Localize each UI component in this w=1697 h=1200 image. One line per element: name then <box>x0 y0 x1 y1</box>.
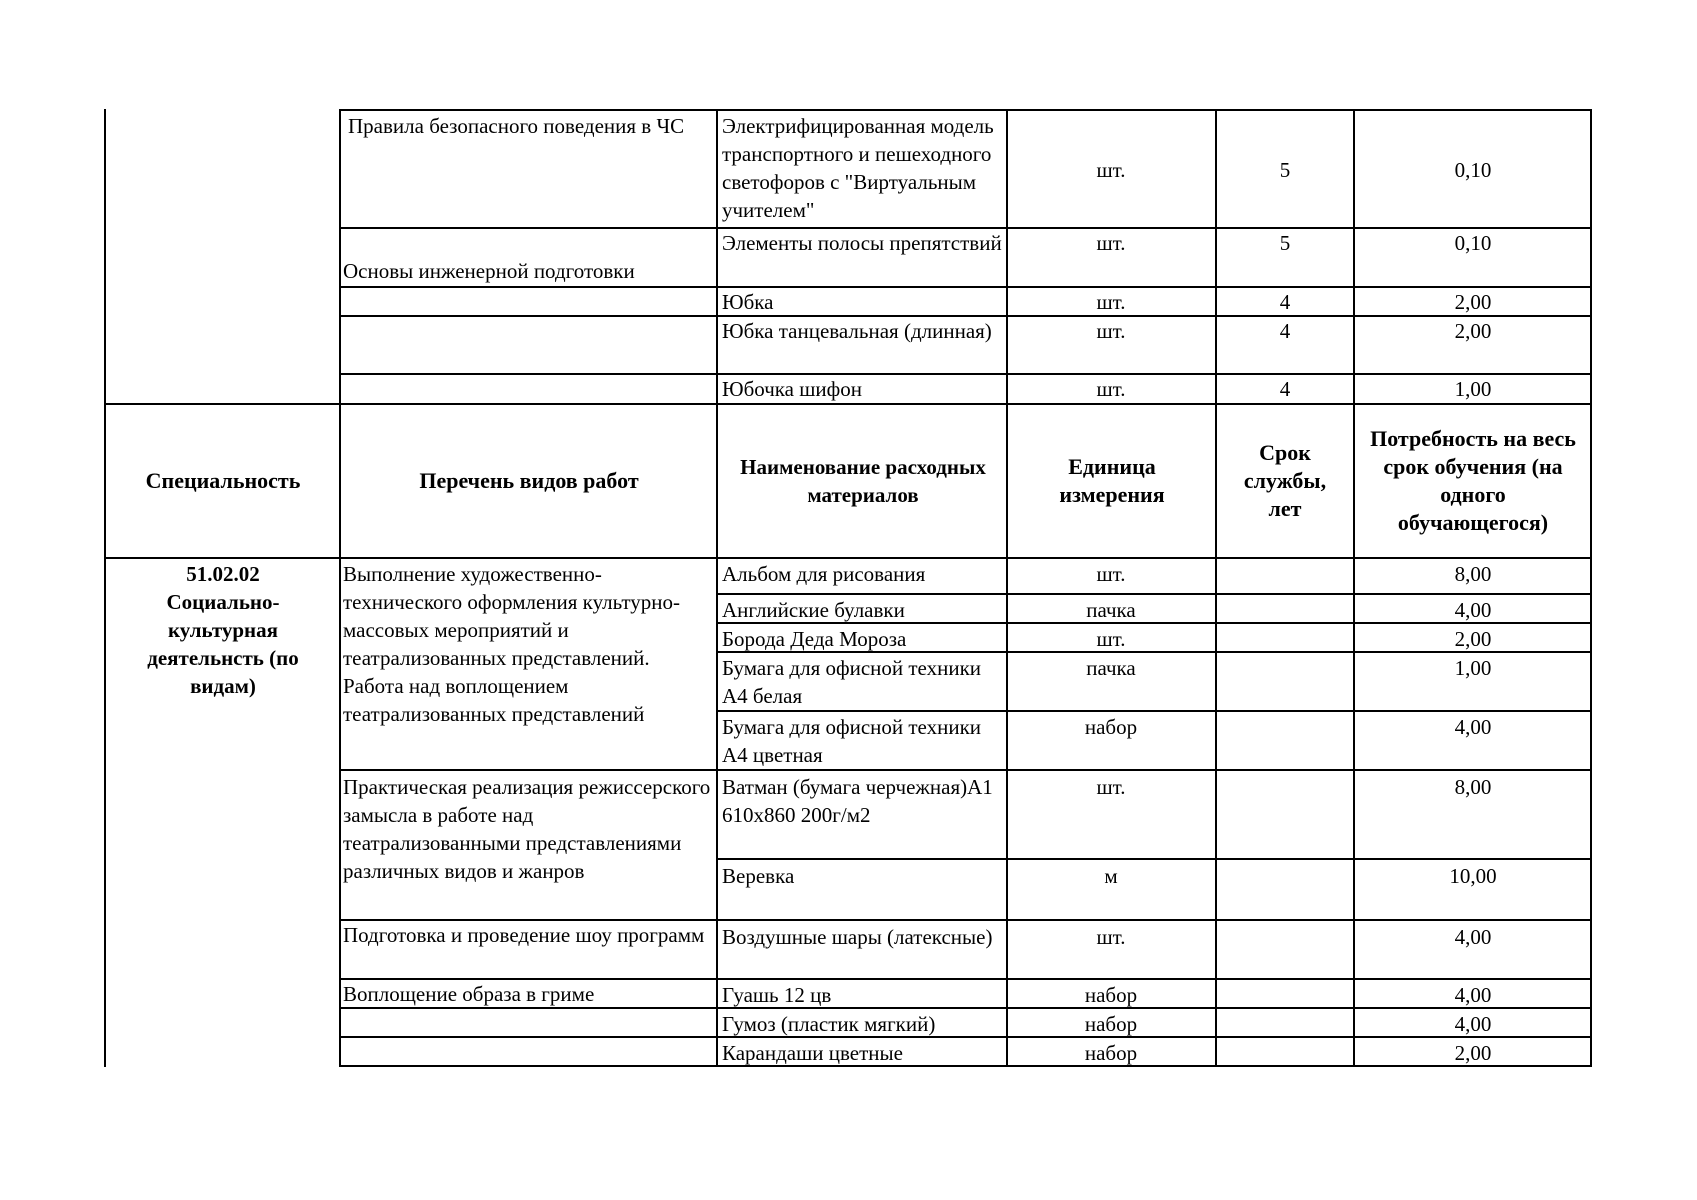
header-years: Срок службы, лет <box>1243 440 1327 521</box>
table-border <box>716 109 718 1067</box>
material-cell: Борода Деда Мороза <box>722 627 907 651</box>
work-group: Выполнение художественно-технического оформления культурно-массовых мероприятий и театрализованных представлений. Работа над воплощением театрализованных представлений <box>343 562 681 726</box>
specialty-name: Социально-культурная деятельнсть (по видам) <box>147 590 299 698</box>
material-cell: Бумага для офисной техники А4 цветная <box>722 715 982 767</box>
material-cell: Веревка <box>722 864 795 888</box>
material-cell: Юбка танцевальная (длинная) <box>722 319 992 343</box>
unit-cell: шт. <box>1096 627 1126 651</box>
header-need: Потребность на весь срок обучения (на одного обучающегося) <box>1370 426 1576 535</box>
need-cell: 0,10 <box>1454 231 1492 255</box>
table-border <box>340 769 1592 771</box>
table-border <box>104 557 1592 559</box>
table-border <box>716 593 1592 595</box>
unit-cell: шт. <box>1096 925 1126 949</box>
years-cell: 4 <box>1279 319 1291 343</box>
need-cell: 4,00 <box>1454 925 1492 949</box>
material-cell: Воздушные шары (латексные) <box>722 925 993 949</box>
specialty-code: 51.02.02 <box>186 562 260 586</box>
material-cell: Юбка <box>722 290 774 314</box>
work-cell: Правила безопасного поведения в ЧС <box>348 114 685 138</box>
table-border <box>340 919 1592 921</box>
header-works: Перечень видов работ <box>419 468 639 493</box>
table-border <box>1353 109 1355 1067</box>
need-cell: 4,00 <box>1454 715 1492 739</box>
need-cell: 2,00 <box>1454 1041 1492 1065</box>
material-cell: Альбом для рисования <box>722 562 926 586</box>
table-border <box>716 651 1592 653</box>
work-group: Подготовка и проведение шоу программ <box>343 923 705 947</box>
table-border <box>716 622 1592 624</box>
unit-cell: шт. <box>1096 377 1126 401</box>
table-border <box>104 403 1592 405</box>
unit-cell: набор <box>1084 1012 1138 1036</box>
unit-cell: пачка <box>1086 598 1136 622</box>
table-border <box>340 1036 1592 1038</box>
table-border <box>340 978 1592 980</box>
unit-cell: набор <box>1084 983 1138 1007</box>
table-border <box>339 109 341 1067</box>
need-cell: 2,00 <box>1454 627 1492 651</box>
unit-cell: набор <box>1084 715 1138 739</box>
unit-cell: шт. <box>1096 775 1126 799</box>
table-border <box>340 373 1592 375</box>
unit-cell: шт. <box>1096 562 1126 586</box>
table-border <box>716 710 1592 712</box>
need-cell: 1,00 <box>1454 656 1492 680</box>
unit-cell: набор <box>1084 1041 1138 1065</box>
work-cell: Основы инженерной подготовки <box>343 259 635 283</box>
years-cell: 5 <box>1279 231 1291 255</box>
unit-cell: шт. <box>1096 290 1126 314</box>
table-border <box>1215 109 1217 1067</box>
years-cell: 4 <box>1279 377 1291 401</box>
table-border <box>340 227 1592 229</box>
material-cell: Английские булавки <box>722 598 905 622</box>
table-border <box>340 286 1592 288</box>
need-cell: 4,00 <box>1454 598 1492 622</box>
need-cell: 4,00 <box>1454 983 1492 1007</box>
unit-cell: пачка <box>1086 656 1136 680</box>
material-cell: Карандаши цветные <box>722 1041 903 1065</box>
need-cell: 0,10 <box>1454 158 1492 182</box>
material-cell: Бумага для офисной техники А4 белая <box>722 656 982 708</box>
table-border <box>104 109 106 1067</box>
need-cell: 8,00 <box>1454 775 1492 799</box>
need-cell: 10,00 <box>1449 864 1497 888</box>
material-cell: Ватман (бумага черчежная)А1 610х860 200г/м2 <box>722 775 993 827</box>
material-cell: Электрифицированная модель транспортного и пешеходного светофоров с "Виртуальным учителем" <box>722 114 994 222</box>
work-group: Практическая реализация режиссерского замысла в работе над театрализованными представлениями различных видов и жанров <box>343 775 711 883</box>
unit-cell: м <box>1104 864 1118 888</box>
material-cell: Элементы полосы препятствий <box>722 231 1002 255</box>
need-cell: 4,00 <box>1454 1012 1492 1036</box>
work-group: Воплощение образа в гриме <box>343 982 595 1006</box>
need-cell: 8,00 <box>1454 562 1492 586</box>
years-cell: 4 <box>1279 290 1291 314</box>
material-cell: Юбочка шифон <box>722 377 862 401</box>
need-cell: 2,00 <box>1454 290 1492 314</box>
table-border <box>1590 109 1592 1067</box>
header-specialty: Специальность <box>145 468 301 493</box>
material-cell: Гумоз (пластик мягкий) <box>722 1012 936 1036</box>
years-cell: 5 <box>1279 158 1291 182</box>
table-border <box>340 1007 1592 1009</box>
table-border <box>340 109 1592 111</box>
header-materials: Наименование расходных материалов <box>740 455 986 507</box>
unit-cell: шт. <box>1096 319 1126 343</box>
table-border <box>340 315 1592 317</box>
unit-cell: шт. <box>1096 231 1126 255</box>
table-border <box>340 1065 1592 1067</box>
material-cell: Гуашь 12 цв <box>722 983 832 1007</box>
need-cell: 1,00 <box>1454 377 1492 401</box>
table-border <box>1006 109 1008 1067</box>
table-border <box>716 858 1592 860</box>
need-cell: 2,00 <box>1454 319 1492 343</box>
header-unit: Единица измерения <box>1059 454 1165 507</box>
unit-cell: шт. <box>1096 158 1126 182</box>
